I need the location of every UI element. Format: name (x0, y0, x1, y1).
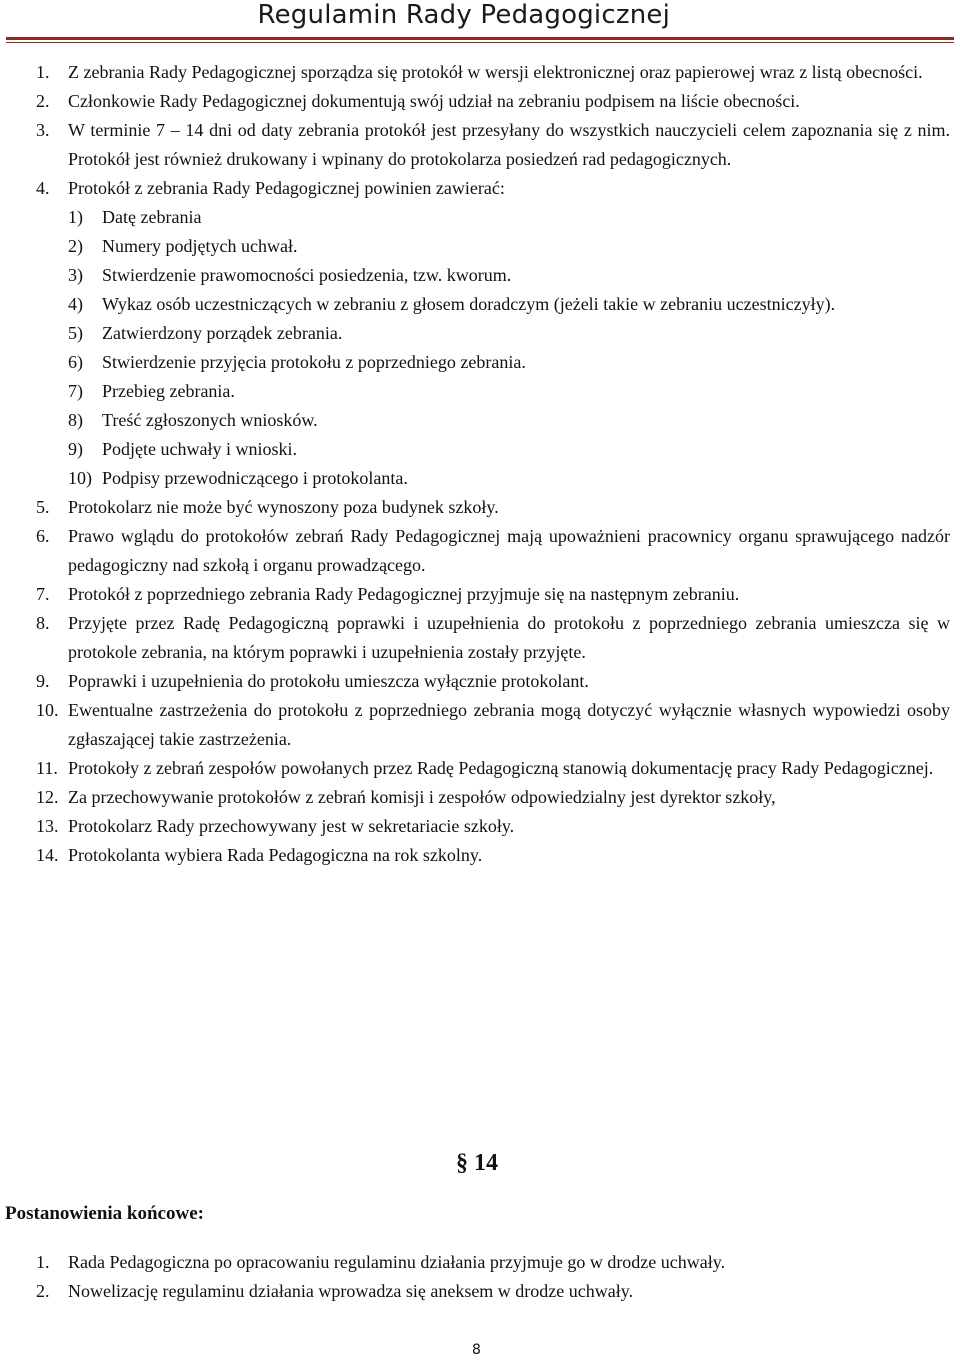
list-item (36, 1277, 950, 1306)
sub-item-text: Stwierdzenie prawomocności posiedzenia, tzw. kworum. (102, 265, 512, 285)
sub-item-text: Numery podjętych uchwał. (102, 236, 298, 256)
item-text: Protokolarz Rady przechowywany jest w sekretariacie szkoły. (68, 816, 515, 836)
item-text: Z zebrania Rady Pedagogicznej sporządza się protokół w wersji elektronicznej oraz papierowej wraz z listą obecności. (68, 62, 923, 82)
item-text: Prawo wglądu do protokołów zebrań Rady Pedagogicznej mają upoważnieni pracownicy organu sprawującego nadzór pedagogiczny nad szkołą i organu prowadzącego. (68, 526, 950, 575)
item-text: Ewentualne zastrzeżenia do protokołu z poprzedniego zebrania mogą dotyczyć wyłącznie własnych wypowiedzi osoby zgłaszającej takie zastrzeżenia. (68, 700, 950, 749)
sub-item-text: Treść zgłoszonych wniosków. (102, 410, 318, 430)
sub-item-text: Stwierdzenie przyjęcia protokołu z poprzedniego zebrania. (102, 352, 526, 372)
sub-list-item (68, 203, 950, 232)
sub-item-text: Datę zebrania (102, 207, 202, 227)
item-text: Protokolanta wybiera Rada Pedagogiczna na rok szkolny. (68, 845, 483, 865)
header-title: Regulamin Rady Pedagogicznej (257, 0, 670, 30)
sub-item-number: 2) (68, 236, 83, 256)
sub-list-item (68, 261, 950, 290)
list-item (36, 783, 950, 812)
item-text: Poprawki i uzupełnienia do protokołu umieszcza wyłącznie protokolant. (68, 671, 589, 691)
item-number: 7. (36, 584, 50, 604)
item-number: 11. (36, 758, 58, 778)
item-text: W terminie 7 – 14 dni od daty zebrania protokół jest przesyłany do wszystkich nauczycieli celem zapoznania się z nim. Protokół jest również drukowany i wpinany do protokolarza posiedzeń rad pedagogicznych. (68, 120, 950, 169)
item-number: 1. (36, 1252, 50, 1272)
item-number: 14. (36, 845, 59, 865)
item-text: Członkowie Rady Pedagogicznej dokumentują swój udział na zebraniu podpisem na liście obecności. (68, 91, 800, 111)
list-item (36, 696, 950, 754)
section-symbol: § 14 (456, 1150, 498, 1176)
list-item (36, 116, 950, 174)
list-item (36, 580, 950, 609)
final-provisions-list (36, 1248, 950, 1306)
sub-item-text: Przebieg zebrania. (102, 381, 235, 401)
sub-list-item (68, 406, 950, 435)
sub-item-number: 8) (68, 410, 83, 430)
item-text: Rada Pedagogiczna po opracowaniu regulaminu działania przyjmuje go w drodze uchwały. (68, 1252, 726, 1272)
item-number: 8. (36, 613, 50, 633)
item-number: 9. (36, 671, 50, 691)
item-text: Za przechowywanie protokołów z zebrań komisji i zespołów odpowiedzialny jest dyrektor szkoły, (68, 787, 776, 807)
item-number: 2. (36, 91, 50, 111)
item-text: Protokolarz nie może być wynoszony poza budynek szkoły. (68, 497, 499, 517)
item-number: 1. (36, 62, 50, 82)
sub-list-item (68, 290, 950, 319)
sub-item-number: 4) (68, 294, 83, 314)
section-heading: Postanowienia końcowe: (5, 1203, 204, 1224)
item-text: Protokół z zebrania Rady Pedagogicznej powinien zawierać: (68, 178, 505, 198)
sub-item-text: Podjęte uchwały i wnioski. (102, 439, 297, 459)
item-number: 4. (36, 178, 50, 198)
list-item (36, 609, 950, 667)
item-number: 3. (36, 120, 50, 140)
sub-list-item (68, 348, 950, 377)
sub-item-number: 9) (68, 439, 83, 459)
sub-list-item (68, 377, 950, 406)
list-item (36, 87, 950, 116)
item-text: Protokół z poprzedniego zebrania Rady Pedagogicznej przyjmuje się na następnym zebraniu. (68, 584, 740, 604)
item-number: 5. (36, 497, 50, 517)
header-rule-thin (6, 42, 954, 43)
sub-list-item (68, 319, 950, 348)
item-text: Nowelizację regulaminu działania wprowadza się aneksem w drodze uchwały. (68, 1281, 634, 1301)
list-item (36, 493, 950, 522)
sub-item-number: 3) (68, 265, 83, 285)
item-text: Protokoły z zebrań zespołów powołanych przez Radę Pedagogiczną stanowią dokumentację pracy Rady Pedagogicznej. (68, 758, 934, 778)
sub-item-text: Wykaz osób uczestniczących w zebraniu z głosem doradczym (jeżeli takie w zebraniu uczestniczyły). (102, 294, 836, 314)
sub-list (36, 203, 950, 493)
item-number: 2. (36, 1281, 50, 1301)
list-item (36, 754, 950, 783)
sub-item-text: Podpisy przewodniczącego i protokolanta. (102, 468, 408, 488)
sub-item-text: Zatwierdzony porządek zebrania. (102, 323, 343, 343)
item-text: Przyjęte przez Radę Pedagogiczną poprawki i uzupełnienia do protokołu z poprzedniego zebrania umieszcza się w protokole zebrania, na którym poprawki i uzupełnienia zostały przyjęte. (68, 613, 950, 662)
item-number: 6. (36, 526, 50, 546)
header-rule (6, 37, 954, 40)
item-number: 10. (36, 700, 59, 720)
sub-item-number: 10) (68, 468, 92, 488)
list-item (36, 174, 950, 493)
list-item (36, 812, 950, 841)
sub-list-item (68, 464, 950, 493)
sub-item-number: 6) (68, 352, 83, 372)
page-header (0, 0, 960, 42)
sub-list-item (68, 232, 950, 261)
list-item (36, 841, 950, 870)
item-number: 13. (36, 816, 59, 836)
list-item (36, 58, 950, 87)
page-number: 8 (472, 1342, 481, 1358)
sub-item-number: 7) (68, 381, 83, 401)
main-list (36, 58, 950, 870)
list-item (36, 667, 950, 696)
sub-item-number: 5) (68, 323, 83, 343)
list-item (36, 522, 950, 580)
sub-item-number: 1) (68, 207, 83, 227)
item-number: 12. (36, 787, 59, 807)
list-item (36, 1248, 950, 1277)
sub-list-item (68, 435, 950, 464)
